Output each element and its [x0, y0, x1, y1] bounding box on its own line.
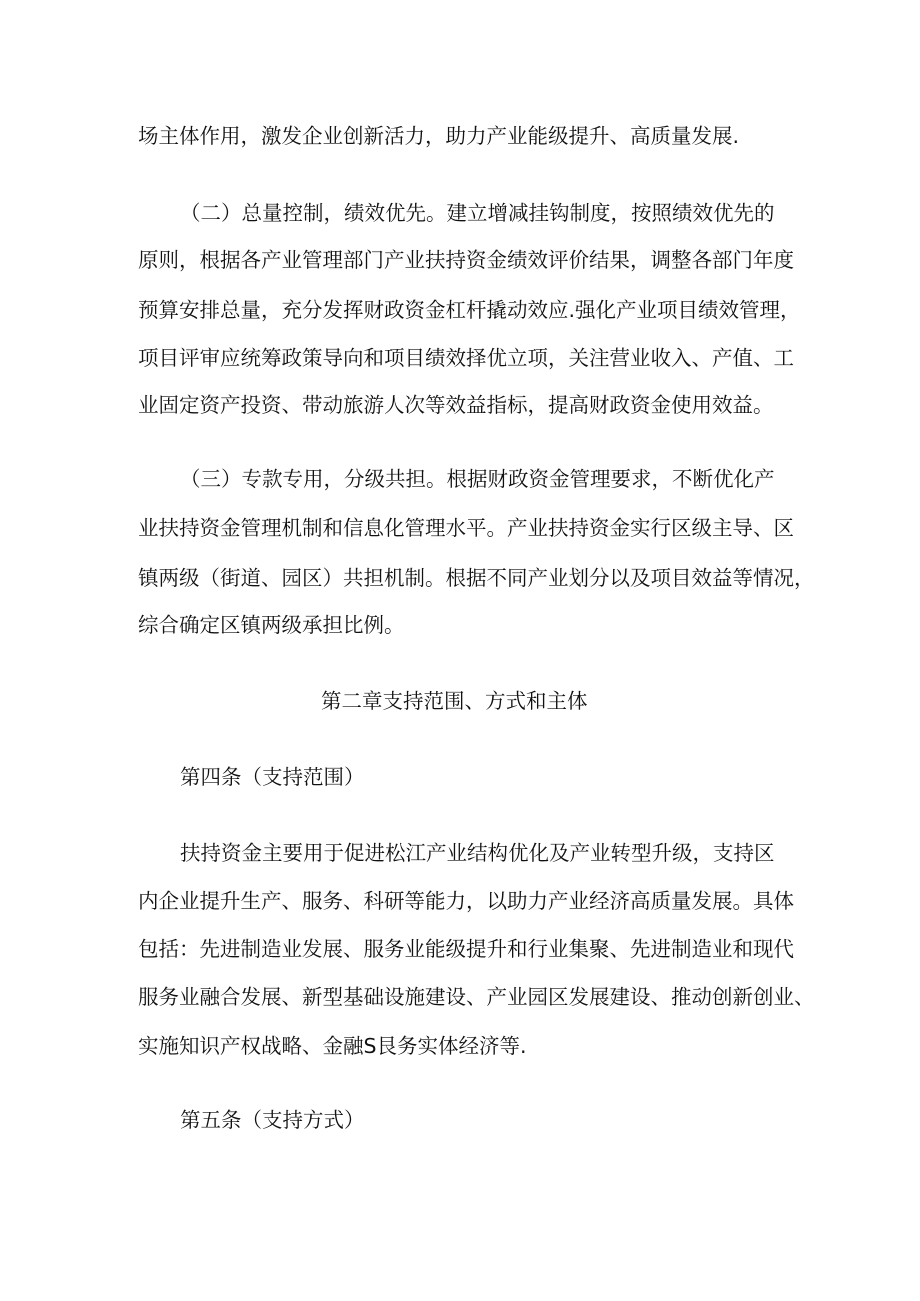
- paragraph-2-line-4: 项目评审应统筹政策导向和项目绩效择优立项，关注营业收入、产值、工: [138, 346, 794, 370]
- paragraph-3-line-2: 业扶持资金管理机制和信息化管理水平。产业扶持资金实行区级主导、区: [138, 516, 794, 540]
- paragraph-3-line-1: （三）专款专用，分级共担。根据财政资金管理要求，不断优化产: [180, 467, 775, 491]
- paragraph-4-line-5: 实施知识产权战略、金融S艮务实体经济等.: [138, 1034, 527, 1058]
- paragraph-2-line-2: 原则，根据各产业管理部门产业扶持资金绩效评价结果，调整各部门年度: [138, 248, 794, 272]
- article-4-title: 第四条（支持范围）: [180, 765, 365, 789]
- paragraph-3-line-3: 镇两级（街道、园区）共担机制。根据不同产业划分以及项目效益等情况，: [138, 566, 815, 590]
- paragraph-4-line-3: 包括：先进制造业发展、服务业能级提升和行业集聚、先进制造业和现代: [138, 937, 794, 961]
- paragraph-2-line-5: 业固定资产投资、带动旅游人次等效益指标，提高财政资金使用效益。: [138, 393, 774, 417]
- paragraph-2-line-1: （二）总量控制，绩效优先。建立增减挂钩制度，按照绩效优先的: [180, 201, 775, 225]
- paragraph-4-line-4: 服务业融合发展、新型基础设施建设、产业园区发展建设、推动创新创业、: [138, 985, 815, 1009]
- article-5-title: 第五条（支持方式）: [180, 1108, 365, 1132]
- paragraph-4-line-1: 扶持资金主要用于促进松江产业结构优化及产业转型升级，支持区: [180, 841, 775, 865]
- paragraph-1-line-1: 场主体作用，激发企业创新活力，助力产业能级提升、高质量发展.: [138, 124, 740, 148]
- paragraph-4-line-2: 内企业提升生产、服务、科研等能力，以助力产业经济高质量发展。具体: [138, 889, 794, 913]
- chapter-heading: 第二章支持范围、方式和主体: [321, 689, 588, 713]
- paragraph-3-line-4: 综合确定区镇两级承担比例。: [138, 613, 405, 637]
- paragraph-2-line-3: 预算安排总量，充分发挥财政资金杠杆撬动效应.强化产业项目绩效管理，: [138, 298, 801, 322]
